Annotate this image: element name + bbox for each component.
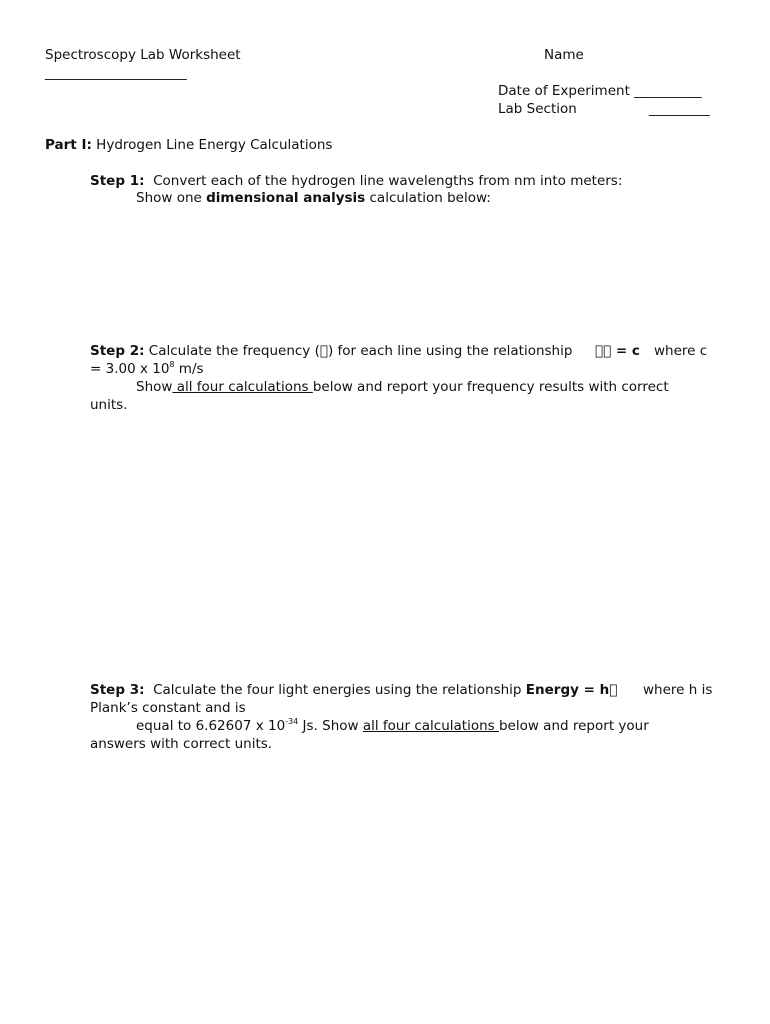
step2-line2-post: m/s [174, 361, 204, 377]
step1-line2-post: calculation below: [365, 190, 491, 206]
part-heading [45, 136, 332, 154]
step1-line1 [90, 172, 622, 190]
step1-text: Convert each of the hydrogen line wavelengths from nm into meters: [153, 173, 623, 189]
step2-formula:    = c [595, 343, 640, 359]
lab-section-blank: _________ [649, 101, 710, 117]
step3-line2: Plank’s constant and is [90, 700, 246, 716]
step3-line4: answers with correct units. [90, 736, 273, 752]
step2-line3-underlined: all four calculations [172, 379, 313, 395]
step3-line3-underlined: all four calculations [362, 718, 499, 734]
step2-text: Calculate the frequency ( ) for each line using the relationship [148, 343, 573, 359]
step1-line2-bold: dimensional analysis [206, 190, 366, 206]
date-of-experiment-row [498, 82, 702, 100]
step3-label: Step 3: [90, 682, 145, 698]
step1-line2-pre: Show one [136, 190, 207, 206]
step3-formula: Energy = h  [525, 682, 618, 698]
step3-line1 [90, 681, 617, 699]
step3-line3-pre: equal to 6.62607 x 10 [136, 718, 286, 734]
step1-line2 [136, 189, 491, 207]
step3-text: Calculate the four light energies using the relationship [153, 682, 522, 698]
name-label: Name [544, 47, 584, 63]
step2-line4: units. [90, 397, 128, 413]
step2-label: Step 2: [90, 343, 145, 359]
step2-exponent: 8 [169, 360, 175, 369]
step1-label: Step 1: [90, 173, 145, 189]
step2-line2 [90, 360, 204, 378]
title-underline: _____________________ [45, 65, 187, 81]
step3-line3 [136, 717, 649, 735]
step2-line1 [90, 342, 572, 360]
step3-line3-post: below and report your [498, 718, 649, 734]
step3-exponent: -34 [285, 717, 299, 726]
step2-line3 [136, 378, 669, 396]
worksheet-title: Spectroscopy Lab Worksheet [45, 47, 241, 63]
part-title: Hydrogen Line Energy Calculations [96, 137, 333, 153]
step2-line2-pre: = 3.00 x 10 [90, 361, 170, 377]
step2-line3-post: below and report your frequency results with correct [312, 379, 669, 395]
step3-line3-mid: Js. Show [298, 718, 363, 734]
date-label: Date of Experiment [498, 83, 630, 99]
lab-section-label: Lab Section [498, 101, 577, 117]
part-label: Part I: [45, 137, 92, 153]
step3-where: where h is [643, 682, 713, 698]
step2-line3-pre: Show [136, 379, 173, 395]
date-blank: __________ [634, 83, 702, 99]
step2-where: where c [654, 343, 708, 359]
